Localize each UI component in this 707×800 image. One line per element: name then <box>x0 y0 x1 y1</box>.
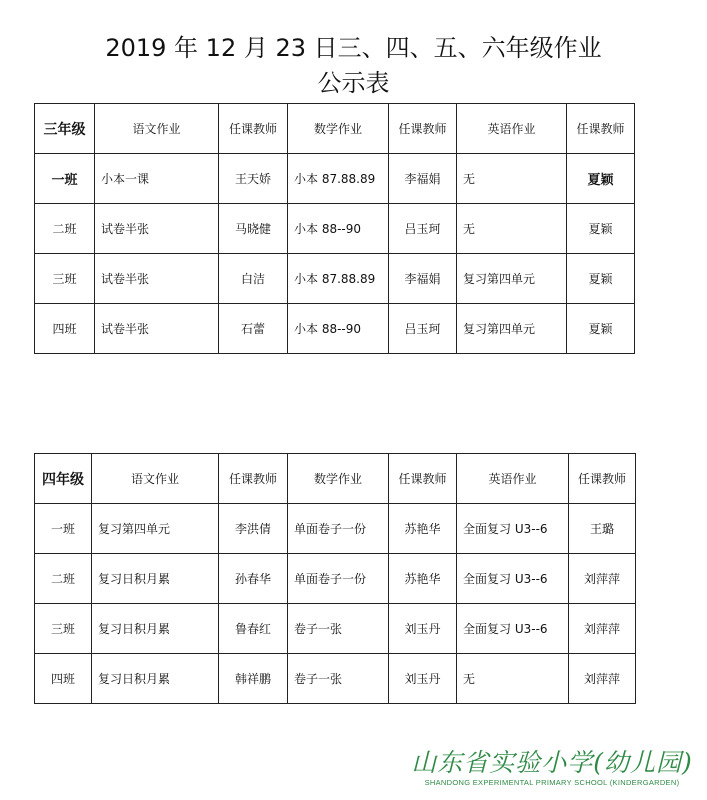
english-teacher-cell: 夏颖 <box>567 254 635 304</box>
grade-label: 三年级 <box>35 104 95 154</box>
math-homework-cell: 小本 88--90 <box>288 204 389 254</box>
table-row <box>35 204 635 254</box>
column-header: 语文作业 <box>92 454 219 504</box>
english-teacher-cell: 刘萍萍 <box>569 654 636 704</box>
class-cell: 二班 <box>35 204 95 254</box>
column-header: 数学作业 <box>288 454 389 504</box>
chinese-teacher-cell: 李洪倩 <box>219 504 288 554</box>
math-teacher-cell: 刘玉丹 <box>389 604 457 654</box>
math-teacher-cell: 刘玉丹 <box>389 654 457 704</box>
chinese-homework-cell: 试卷半张 <box>95 254 219 304</box>
table-row <box>35 254 635 304</box>
table-row <box>35 304 635 354</box>
chinese-homework-cell: 复习日积月累 <box>92 554 219 604</box>
grade-label: 四年级 <box>35 454 92 504</box>
table-header-row <box>35 104 635 154</box>
table-row <box>35 654 636 704</box>
math-teacher-cell: 李福娟 <box>389 254 457 304</box>
english-homework-cell: 复习第四单元 <box>457 304 567 354</box>
table-row <box>35 504 636 554</box>
page-title-line1: 2019 年 12 月 23 日三、四、五、六年级作业 <box>105 34 602 62</box>
english-homework-cell: 无 <box>457 654 569 704</box>
english-teacher-cell: 王璐 <box>569 504 636 554</box>
column-header: 英语作业 <box>457 104 567 154</box>
table-header-row <box>35 454 636 504</box>
english-teacher-cell: 夏颖 <box>567 304 635 354</box>
chinese-homework-cell: 复习第四单元 <box>92 504 219 554</box>
math-teacher-cell: 苏艳华 <box>389 504 457 554</box>
english-homework-cell: 全面复习 U3--6 <box>457 504 569 554</box>
chinese-teacher-cell: 白洁 <box>219 254 288 304</box>
english-teacher-cell: 刘萍萍 <box>569 554 636 604</box>
column-header: 任课教师 <box>389 104 457 154</box>
column-header: 任课教师 <box>567 104 635 154</box>
column-header: 任课教师 <box>219 104 288 154</box>
english-homework-cell: 无 <box>457 204 567 254</box>
grade3-homework-table <box>34 103 635 354</box>
chinese-homework-cell: 试卷半张 <box>95 304 219 354</box>
chinese-teacher-cell: 王天娇 <box>219 154 288 204</box>
class-cell: 三班 <box>35 604 92 654</box>
class-cell: 一班 <box>35 154 95 204</box>
english-homework-cell: 全面复习 U3--6 <box>457 604 569 654</box>
english-teacher-cell: 夏颖 <box>567 154 635 204</box>
english-homework-cell: 全面复习 U3--6 <box>457 554 569 604</box>
column-header: 数学作业 <box>288 104 389 154</box>
column-header: 任课教师 <box>389 454 457 504</box>
math-homework-cell: 小本 87.88.89 <box>288 154 389 204</box>
chinese-homework-cell: 试卷半张 <box>95 204 219 254</box>
english-homework-cell: 复习第四单元 <box>457 254 567 304</box>
page-title-line2: 公示表 <box>317 69 390 97</box>
table-row <box>35 154 635 204</box>
class-cell: 三班 <box>35 254 95 304</box>
school-logo-chinese-text: 山东省实验小学(幼儿园) <box>411 748 693 777</box>
chinese-teacher-cell: 马晓健 <box>219 204 288 254</box>
column-header: 任课教师 <box>569 454 636 504</box>
chinese-teacher-cell: 鲁春红 <box>219 604 288 654</box>
column-header: 任课教师 <box>219 454 288 504</box>
chinese-homework-cell: 小本一课 <box>95 154 219 204</box>
math-homework-cell: 卷子一张 <box>288 604 389 654</box>
school-logo-english-text: SHANDONG EXPERIMENTAL PRIMARY SCHOOL (KINDERGARDEN) <box>424 778 680 787</box>
math-teacher-cell: 苏艳华 <box>389 554 457 604</box>
english-teacher-cell: 刘萍萍 <box>569 604 636 654</box>
class-cell: 四班 <box>35 304 95 354</box>
english-homework-cell: 无 <box>457 154 567 204</box>
table-row <box>35 554 636 604</box>
class-cell: 二班 <box>35 554 92 604</box>
math-teacher-cell: 吕玉珂 <box>389 304 457 354</box>
math-homework-cell: 单面卷子一份 <box>288 504 389 554</box>
math-teacher-cell: 李福娟 <box>389 154 457 204</box>
english-teacher-cell: 夏颖 <box>567 204 635 254</box>
math-teacher-cell: 吕玉珂 <box>389 204 457 254</box>
math-homework-cell: 卷子一张 <box>288 654 389 704</box>
class-cell: 一班 <box>35 504 92 554</box>
chinese-teacher-cell: 韩祥鹏 <box>219 654 288 704</box>
table-row <box>35 604 636 654</box>
class-cell: 四班 <box>35 654 92 704</box>
school-logo <box>406 748 698 788</box>
column-header: 语文作业 <box>95 104 219 154</box>
math-homework-cell: 单面卷子一份 <box>288 554 389 604</box>
column-header: 英语作业 <box>457 454 569 504</box>
chinese-homework-cell: 复习日积月累 <box>92 604 219 654</box>
math-homework-cell: 小本 88--90 <box>288 304 389 354</box>
chinese-teacher-cell: 孙春华 <box>219 554 288 604</box>
chinese-homework-cell: 复习日积月累 <box>92 654 219 704</box>
grade4-homework-table <box>34 453 636 704</box>
math-homework-cell: 小本 87.88.89 <box>288 254 389 304</box>
chinese-teacher-cell: 石蕾 <box>219 304 288 354</box>
